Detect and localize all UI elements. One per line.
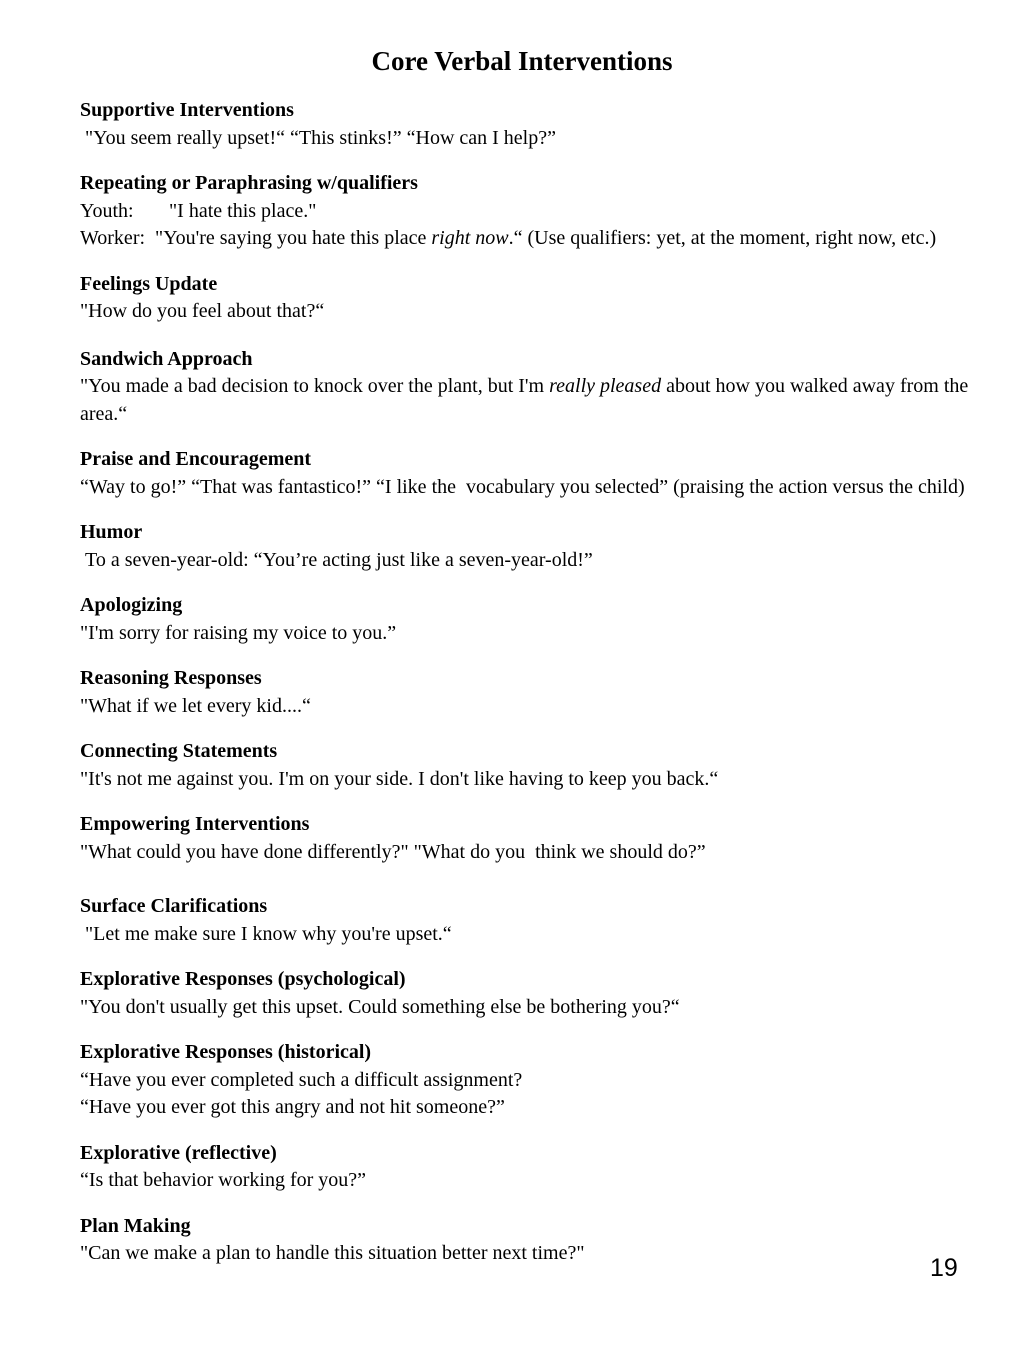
section-humor — [80, 519, 980, 574]
section-heading: Explorative Responses (historical) — [80, 1041, 372, 1063]
section-repeating-paraphrasing — [80, 170, 980, 253]
sandwich-text-end: about how you walked away from the area.“ — [80, 375, 974, 425]
section-text-1: “Have you ever completed such a difficult assignment? — [80, 1068, 523, 1091]
section-text: “Way to go!” “That was fantastico!” “I like the vocabulary you selected” (praising the action versus the child) — [80, 475, 965, 498]
worker-text-end: .“ (Use qualifiers: yet, at the moment, right now, etc.) — [508, 227, 937, 249]
section-apologizing — [80, 592, 980, 647]
youth-text: "I hate this place." — [169, 199, 317, 222]
section-text: To a seven-year-old: “You’re acting just like a seven-year-old!” — [80, 548, 593, 571]
section-heading: Praise and Encouragement — [80, 448, 312, 470]
section-text: "Let me make sure I know why you're upset.“ — [80, 922, 452, 945]
section-heading: Reasoning Responses — [80, 667, 262, 689]
section-heading: Explorative Responses (psychological) — [80, 968, 406, 990]
section-empowering-interventions — [80, 811, 980, 866]
section-text: "What could you have done differently?" "What do you think we should do?” — [80, 840, 706, 863]
section-text — [80, 373, 980, 428]
section-text: "I'm sorry for raising my voice to you.” — [80, 621, 397, 644]
section-heading: Plan Making — [80, 1214, 191, 1237]
section-text: "You seem really upset!“ “This stinks!” “How can I help?” — [80, 126, 556, 149]
section-text: “Is that behavior working for you?” — [80, 1169, 367, 1191]
worker-label: Worker: — [80, 227, 146, 249]
section-feelings-update — [80, 271, 980, 326]
section-heading: Feelings Update — [80, 272, 218, 295]
section-heading: Supportive Interventions — [80, 99, 294, 121]
youth-label: Youth: — [80, 199, 134, 222]
section-explorative-historical — [80, 1039, 980, 1122]
section-text: "Can we make a plan to handle this situation better next time?" — [80, 1242, 585, 1264]
section-explorative-psychological — [80, 966, 980, 1021]
sandwich-text-start: "You made a bad decision to knock over the plant, but I'm — [80, 375, 550, 397]
section-text: "What if we let every kid....“ — [80, 694, 311, 717]
section-text: "It's not me against you. I'm on your side. I don't like having to keep you back.“ — [80, 767, 719, 790]
page-number: 19 — [930, 1254, 958, 1282]
section-praise-encouragement — [80, 446, 980, 501]
section-text: "How do you feel about that?“ — [80, 300, 325, 322]
section-supportive-interventions — [80, 97, 980, 152]
section-heading: Repeating or Paraphrasing w/qualifiers — [80, 172, 418, 194]
section-text: "You don't usually get this upset. Could something else be bothering you?“ — [80, 995, 680, 1018]
page-title: Core Verbal Interventions — [371, 46, 673, 76]
section-heading: Sandwich Approach — [80, 347, 253, 370]
youth-line — [80, 198, 980, 226]
interventions-list — [80, 97, 980, 1268]
worker-text: "You're saying you hate this place — [155, 227, 432, 249]
section-plan-making — [80, 1213, 980, 1268]
section-heading: Empowering Interventions — [80, 813, 310, 835]
section-surface-clarifications — [80, 893, 980, 948]
sandwich-emphasis: really pleased — [549, 375, 662, 397]
worker-emphasis: right now — [431, 227, 509, 249]
section-heading: Connecting Statements — [80, 740, 278, 762]
section-text-2: “Have you ever got this angry and not hit someone?” — [80, 1096, 505, 1118]
section-heading: Surface Clarifications — [80, 895, 268, 917]
section-reasoning-responses — [80, 665, 980, 720]
section-explorative-reflective — [80, 1140, 980, 1195]
section-heading: Apologizing — [80, 594, 183, 616]
section-sandwich-approach — [80, 346, 980, 429]
section-heading: Humor — [80, 521, 143, 543]
section-connecting-statements — [80, 738, 980, 793]
section-heading: Explorative (reflective) — [80, 1141, 277, 1164]
worker-line — [80, 225, 980, 253]
